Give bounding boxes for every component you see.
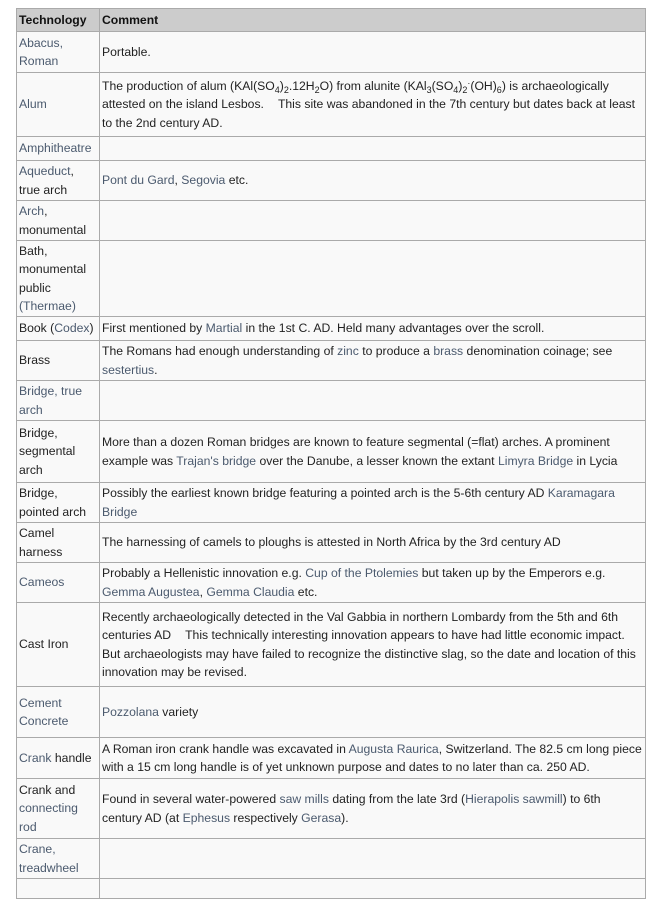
text: The production of alum (KAl(SO: [102, 78, 275, 93]
technology-cell: [17, 241, 100, 317]
table-header-row: [17, 9, 646, 32]
subscript: 4: [274, 84, 280, 95]
text: ) to 6th century AD (at: [102, 792, 601, 825]
technology-cell: [17, 421, 100, 483]
table-row: [17, 738, 646, 779]
text: ): [458, 78, 463, 93]
technology-cell: [17, 687, 100, 738]
table-row: [17, 381, 646, 421]
table-row: [17, 317, 646, 341]
text: respectively: [230, 810, 302, 825]
text: ): [89, 321, 94, 336]
table-row: [17, 523, 646, 563]
technology-cell: [17, 603, 100, 687]
technology-cell: [17, 137, 100, 161]
text: Crank and: [19, 782, 76, 797]
text: denomination coinage; see: [463, 344, 613, 358]
wiki-link[interactable]: Amphitheatre: [19, 141, 92, 156]
technology-cell: [17, 32, 100, 73]
text: Probably a Hellenistic innovation e.g.: [102, 566, 306, 580]
text: in the 1st C. AD. Held many advantages over the scroll.: [242, 321, 545, 336]
table-row: [17, 839, 646, 879]
wiki-link[interactable]: Abacus, Roman: [19, 35, 64, 68]
text: (OH): [470, 78, 497, 93]
wiki-link[interactable]: Segovia: [181, 173, 226, 188]
comment-cell: [100, 738, 646, 779]
table-row: [17, 73, 646, 137]
text: More than a dozen Roman bridges are known to feature segmental (=flat) arches. A prominent example was: [102, 435, 610, 468]
text: Bridge, pointed arch: [19, 486, 87, 519]
column-header-technology[interactable]: Technology: [17, 9, 100, 32]
comment-cell: [100, 137, 646, 161]
technology-cell: [17, 738, 100, 779]
wiki-link[interactable]: Codex: [54, 321, 90, 336]
technology-cell: [17, 317, 100, 341]
table-row: [17, 241, 646, 317]
technology-cell: [17, 201, 100, 241]
wiki-link[interactable]: Pont du Gard: [102, 173, 175, 188]
wiki-link[interactable]: Cement Concrete: [19, 695, 69, 728]
text: The Romans had enough understanding of: [102, 344, 338, 358]
wiki-link[interactable]: Gemma Claudia: [206, 584, 295, 599]
comment-cell: [100, 161, 646, 201]
wiki-link[interactable]: Crank: [19, 750, 52, 765]
wiki-link[interactable]: Arch: [19, 204, 45, 218]
table-row: [17, 421, 646, 483]
technology-cell: [17, 381, 100, 421]
comment-cell: [100, 317, 646, 341]
comment-cell: [100, 563, 646, 603]
text: .: [154, 362, 158, 377]
table-row: [17, 161, 646, 201]
comment-cell: [100, 879, 646, 899]
technology-cell: [17, 779, 100, 839]
table-row: [17, 563, 646, 603]
wiki-link[interactable]: brass: [433, 344, 464, 358]
superscript: ·: [467, 77, 471, 88]
text: ,: [199, 584, 207, 599]
text: Bath, monumental public: [19, 243, 87, 295]
text: This technically interesting innovation appears to have had little economic impact. But archaeologists may have failed to recognize the distinctive slag, so the date and location of this innovation may be revised.: [102, 628, 636, 679]
text: dating from the late 3rd (: [328, 792, 466, 806]
comment-cell: [100, 421, 646, 483]
wiki-link[interactable]: Karamagara Bridge: [102, 486, 615, 519]
comment-cell: [100, 73, 646, 137]
text: variety: [158, 704, 199, 719]
text: Possibly the earliest known bridge featuring a pointed arch is the 5-6th century AD: [102, 486, 548, 500]
text: etc.: [225, 173, 249, 188]
table-row: [17, 603, 646, 687]
text: ) is archaeologically attested on the island Lesbos.: [102, 78, 609, 112]
text: Book (: [19, 321, 55, 336]
text: Recently archaeologically detected in the Val Gabbia in northern Lombardy from the 5th and 6th centuries AD: [102, 609, 619, 642]
table-row: [17, 879, 646, 899]
wiki-link[interactable]: (Thermae): [19, 299, 76, 313]
wiki-link[interactable]: saw mills: [279, 792, 329, 806]
column-header-comment[interactable]: Comment: [100, 9, 646, 32]
table-row: [17, 687, 646, 738]
text: This site was abandoned in the 7th century but dates back at least to the 2nd century AD.: [102, 97, 635, 130]
text: in Lycia: [573, 453, 618, 468]
text: , true arch: [19, 164, 74, 197]
text: First mentioned by: [102, 321, 206, 336]
subscript: 2: [462, 84, 468, 95]
text: ).: [341, 810, 349, 825]
text: Brass: [19, 353, 51, 368]
table-row: [17, 137, 646, 161]
text: , Switzerland. The 82.5 cm long piece with a 15 cm long handle is of yet unknown purpose and dates to no later than ca. 250 AD.: [102, 741, 642, 774]
technology-cell: [17, 73, 100, 137]
technology-cell: [17, 523, 100, 563]
wiki-link[interactable]: zinc: [337, 344, 359, 358]
comment-cell: [100, 201, 646, 241]
text: handle: [51, 750, 92, 765]
technology-cell: [17, 161, 100, 201]
table-row: [17, 483, 646, 523]
text: Bridge, segmental arch: [19, 425, 76, 477]
wiki-link[interactable]: Pozzolana: [102, 704, 159, 719]
wiki-link[interactable]: Bridge, true arch: [19, 384, 83, 417]
wiki-link[interactable]: Martial: [205, 321, 243, 336]
subscript: 3: [426, 84, 432, 95]
wiki-link[interactable]: Gemma Augustea: [102, 584, 200, 599]
text: Cast Iron: [19, 637, 69, 652]
technology-cell: [17, 839, 100, 879]
subscript: 2: [283, 84, 289, 95]
wiki-link[interactable]: Aqueduct: [19, 164, 71, 178]
text: but taken up by the Emperors e.g.: [418, 566, 606, 580]
text: A Roman iron crank handle was excavated in: [102, 741, 349, 756]
text: (SO: [431, 78, 454, 93]
comment-cell: [100, 523, 646, 563]
wiki-link[interactable]: Gerasa: [301, 810, 342, 825]
wiki-link[interactable]: Ephesus: [182, 810, 231, 825]
wiki-link[interactable]: connecting rod: [19, 801, 78, 834]
technology-cell: [17, 341, 100, 381]
table-body: [17, 32, 646, 899]
comment-cell: [100, 839, 646, 879]
comment-cell: [100, 603, 646, 687]
comment-cell: [100, 341, 646, 381]
wiki-link[interactable]: Augusta Raurica: [348, 741, 439, 756]
wiki-link[interactable]: Trajan's bridge: [176, 453, 257, 468]
wiki-link[interactable]: Alum: [19, 97, 47, 112]
text: ): [279, 78, 284, 93]
text: etc.: [294, 584, 318, 599]
subscript: 4: [453, 84, 459, 95]
text: Camel harness: [19, 526, 63, 559]
text: , monumental: [19, 204, 87, 237]
technology-table: [16, 8, 646, 899]
text: The harnessing of camels to ploughs is attested in North Africa by the 3rd century AD: [102, 535, 561, 550]
wiki-link[interactable]: Cup of the Ptolemies: [305, 566, 419, 580]
table-row: [17, 779, 646, 839]
text: Found in several water-powered: [102, 792, 280, 806]
comment-cell: [100, 32, 646, 73]
wiki-link[interactable]: Limyra Bridge: [497, 453, 574, 468]
comment-cell: [100, 687, 646, 738]
subscript: 6: [496, 84, 502, 95]
comment-cell: [100, 779, 646, 839]
text: ,: [174, 173, 182, 188]
table-row: [17, 201, 646, 241]
table-row: [17, 32, 646, 73]
text: .12H: [288, 78, 315, 93]
comment-cell: [100, 241, 646, 317]
wiki-link[interactable]: Hierapolis sawmill: [465, 792, 563, 806]
table-row: [17, 341, 646, 381]
technology-cell: [17, 483, 100, 523]
technology-cell: [17, 563, 100, 603]
comment-cell: [100, 483, 646, 523]
wiki-link[interactable]: Cameos: [19, 575, 65, 590]
wiki-link[interactable]: Crane, treadwheel: [19, 842, 79, 875]
technology-cell: [17, 879, 100, 899]
wiki-link[interactable]: sestertius: [102, 362, 155, 377]
text: Portable.: [102, 44, 151, 59]
text: to produce a: [358, 344, 434, 358]
comment-cell: [100, 381, 646, 421]
text: over the Danube, a lesser known the extant: [256, 453, 498, 468]
text: O) from alunite (KAl: [319, 78, 427, 93]
subscript: 2: [314, 84, 320, 95]
